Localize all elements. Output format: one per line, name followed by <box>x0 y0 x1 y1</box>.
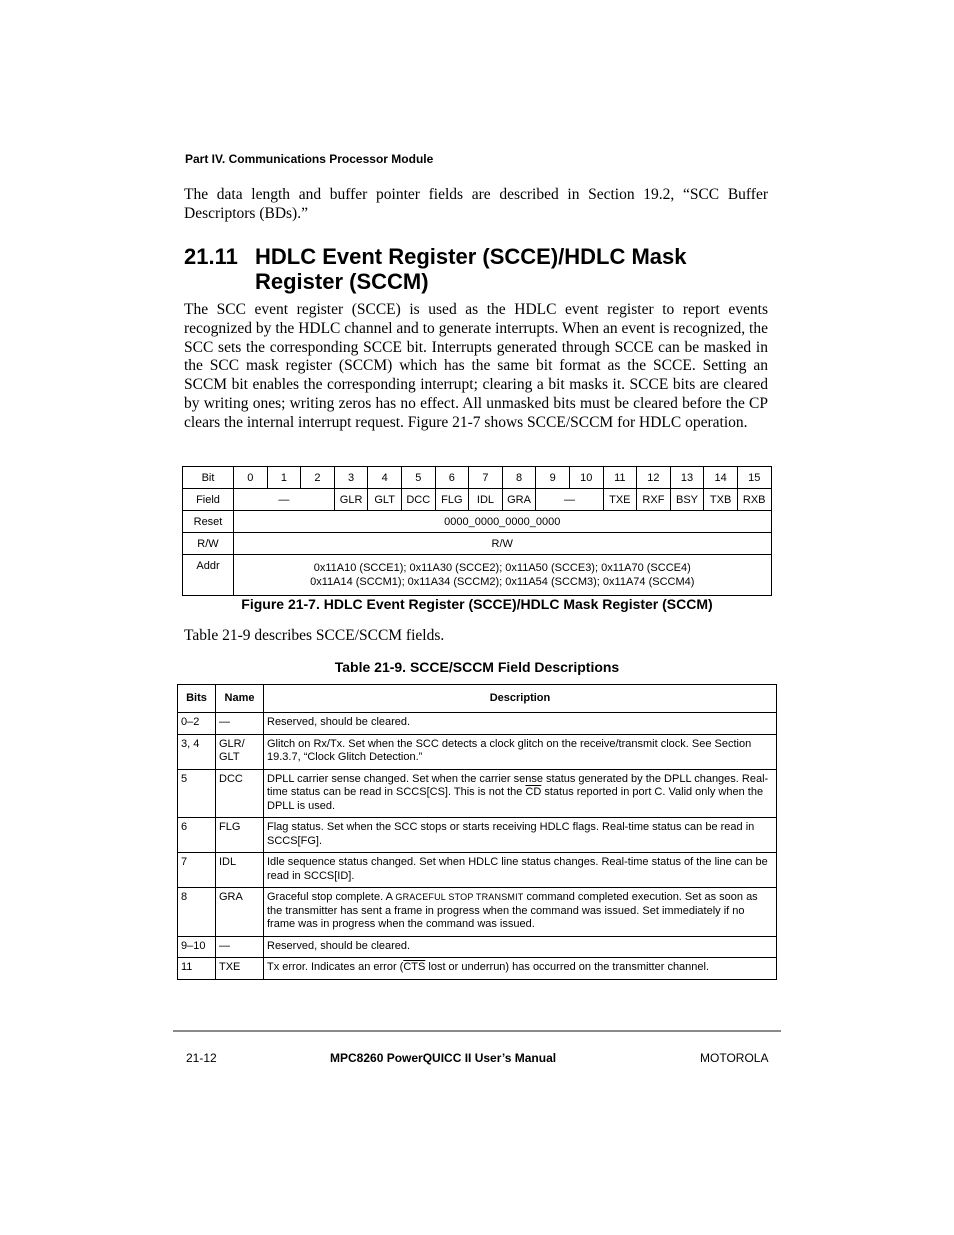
bit-number: 12 <box>637 467 671 489</box>
table-row <box>178 958 777 980</box>
command-name: GRACEFUL STOP TRANSMIT <box>395 892 524 902</box>
bits-cell: 5 <box>178 769 216 818</box>
rw-value: R/W <box>234 533 772 555</box>
table-caption: Table 21-9. SCCE/SCCM Field Descriptions <box>334 659 620 675</box>
addr-line-sccm: 0x11A14 (SCCM1); 0x11A34 (SCCM2); 0x11A54 (SCCM3); 0x11A74 (SCCM4) <box>310 576 695 588</box>
signal-cd: $\overline{CD}$ <box>525 786 542 798</box>
addr-row <box>183 555 772 596</box>
col-header-description: Description <box>264 685 777 713</box>
table-row <box>178 936 777 958</box>
name-cell: FLG <box>216 818 264 853</box>
field-gra: GRA <box>502 489 536 511</box>
bits-cell: 0–2 <box>178 713 216 735</box>
field-idl: IDL <box>469 489 503 511</box>
manual-title: MPC8260 PowerQUICC II User’s Manual <box>330 1051 557 1065</box>
figure-caption: Figure 21-7. HDLC Event Register (SCCE)/HDLC Mask Register (SCCM) <box>241 596 713 612</box>
bit-number: 3 <box>334 467 368 489</box>
bit-number: 11 <box>603 467 637 489</box>
name-line: GLT <box>219 751 240 763</box>
table-reference: Table 21-9 describes SCCE/SCCM fields. <box>184 627 445 644</box>
bits-cell: 8 <box>178 888 216 937</box>
name-cell: IDL <box>216 853 264 888</box>
bit-number: 5 <box>401 467 435 489</box>
desc-text: lost or underrun) has occurred on the transmitter channel. <box>425 961 710 973</box>
bit-number: 4 <box>368 467 402 489</box>
field-dcc: DCC <box>401 489 435 511</box>
bits-cell: 3, 4 <box>178 734 216 769</box>
description-cell: Reserved, should be cleared. <box>264 936 777 958</box>
bit-number: 2 <box>301 467 335 489</box>
bits-cell: 7 <box>178 853 216 888</box>
bit-number: 10 <box>569 467 603 489</box>
field-reserved: — <box>536 489 603 511</box>
table-row <box>178 769 777 818</box>
rw-row <box>183 533 772 555</box>
field-txb: TXB <box>704 489 738 511</box>
bit-number: 8 <box>502 467 536 489</box>
desc-text: Tx error. Indicates an error ( <box>267 961 404 973</box>
name-cell <box>216 734 264 769</box>
bit-number: 14 <box>704 467 738 489</box>
section-title-line1: HDLC Event Register (SCCE)/HDLC Mask <box>255 244 687 269</box>
bit-label: Bit <box>183 467 234 489</box>
desc-text: DPLL carrier sense changed. Set when the carrier sense status generated by the DPLL changes. Real-time status can be read in SCCS[CS]. This is not the <box>267 772 769 798</box>
intro-paragraph: The data length and buffer pointer fields are described in Section 19.2, “SCC Buffer Descriptors (BDs).” <box>184 186 768 222</box>
field-glt: GLT <box>368 489 402 511</box>
section-number: 21.11 <box>184 244 238 269</box>
field-label: Field <box>183 489 234 511</box>
field-description-table <box>177 684 777 980</box>
field-rxf: RXF <box>637 489 671 511</box>
bit-number: 6 <box>435 467 469 489</box>
bit-number: 7 <box>469 467 503 489</box>
register-diagram <box>182 466 772 596</box>
rw-label: R/W <box>183 533 234 555</box>
description-cell: Glitch on Rx/Tx. Set when the SCC detects a clock glitch on the receive/transmit clock. See Section 19.3.7, “Clock Glitch Detection.” <box>264 734 777 769</box>
col-header-bits: Bits <box>178 685 216 713</box>
bit-number: 0 <box>234 467 268 489</box>
description-cell: Idle sequence status changed. Set when HDLC line status changes. Real-time status of the line can be read in SCCS[ID]. <box>264 853 777 888</box>
signal-cts: $\overline{CTS}$ <box>403 961 426 973</box>
reset-value: 0000_0000_0000_0000 <box>234 511 772 533</box>
description-cell <box>264 958 777 980</box>
body-paragraph: The SCC event register (SCCE) is used as the HDLC event register to report events recognized by the HDLC channel and to generate interrupts. When an event is recognized, the SCC sets the corresponding SCCE bit. Interrupts generated through SCCE can be masked in the SCC mask register (SCCM) which has the same bit format as the SCCE. Setting an SCCM bit enables the corresponding interrupt; clearing a bit masks it. SCCE bits are cleared by writing ones; writing zeros has no effect. All unmasked bits must be cleared before the CP clears the internal interrupt request. Figure 21-7 shows SCCE/SCCM for HDLC operation. <box>184 301 768 431</box>
table-row <box>178 853 777 888</box>
field-glr: GLR <box>334 489 368 511</box>
section-heading <box>184 244 784 294</box>
field-rxb: RXB <box>737 489 771 511</box>
table-row <box>178 888 777 937</box>
addr-value <box>234 555 772 596</box>
field-flg: FLG <box>435 489 469 511</box>
desc-text: status reported in port C. Valid only when the DPLL is used. <box>267 786 764 812</box>
reset-row <box>183 511 772 533</box>
table-row <box>178 734 777 769</box>
running-header: Part IV. Communications Processor Module <box>185 152 434 166</box>
table-row <box>178 818 777 853</box>
bits-cell: 6 <box>178 818 216 853</box>
page-number: 21-12 <box>186 1051 217 1065</box>
bit-row <box>183 467 772 489</box>
desc-text: Graceful stop complete. A <box>267 891 396 903</box>
field-row <box>183 489 772 511</box>
table-header-row <box>178 685 777 713</box>
addr-label: Addr <box>183 555 234 596</box>
name-cell: — <box>216 936 264 958</box>
bit-number: 13 <box>670 467 704 489</box>
name-cell: — <box>216 713 264 735</box>
field-reserved: — <box>234 489 335 511</box>
reset-label: Reset <box>183 511 234 533</box>
field-txe: TXE <box>603 489 637 511</box>
bit-number: 9 <box>536 467 570 489</box>
description-cell: Reserved, should be cleared. <box>264 713 777 735</box>
name-cell: DCC <box>216 769 264 818</box>
col-header-name: Name <box>216 685 264 713</box>
company-name: MOTOROLA <box>700 1051 769 1065</box>
name-cell: TXE <box>216 958 264 980</box>
bits-cell: 11 <box>178 958 216 980</box>
name-line: GLR/ <box>219 737 245 750</box>
addr-line-scce: 0x11A10 (SCCE1); 0x11A30 (SCCE2); 0x11A50 (SCCE3); 0x11A70 (SCCE4) <box>313 562 691 574</box>
desc-text: command completed execution. Set as soon as the transmitter has sent a frame in progress when the command was issued. Set immediately if no frame was in progress when the command was issued. <box>267 891 758 930</box>
field-bsy: BSY <box>670 489 704 511</box>
description-cell <box>264 888 777 937</box>
footer-rule <box>173 1030 781 1032</box>
bit-number: 1 <box>267 467 301 489</box>
description-cell <box>264 769 777 818</box>
table-row <box>178 713 777 735</box>
description-cell: Flag status. Set when the SCC stops or starts receiving HDLC flags. Real-time status can be read in SCCS[FG]. <box>264 818 777 853</box>
bit-number: 15 <box>737 467 771 489</box>
section-title-line2: Register (SCCM) <box>255 269 429 294</box>
bits-cell: 9–10 <box>178 936 216 958</box>
name-cell: GRA <box>216 888 264 937</box>
